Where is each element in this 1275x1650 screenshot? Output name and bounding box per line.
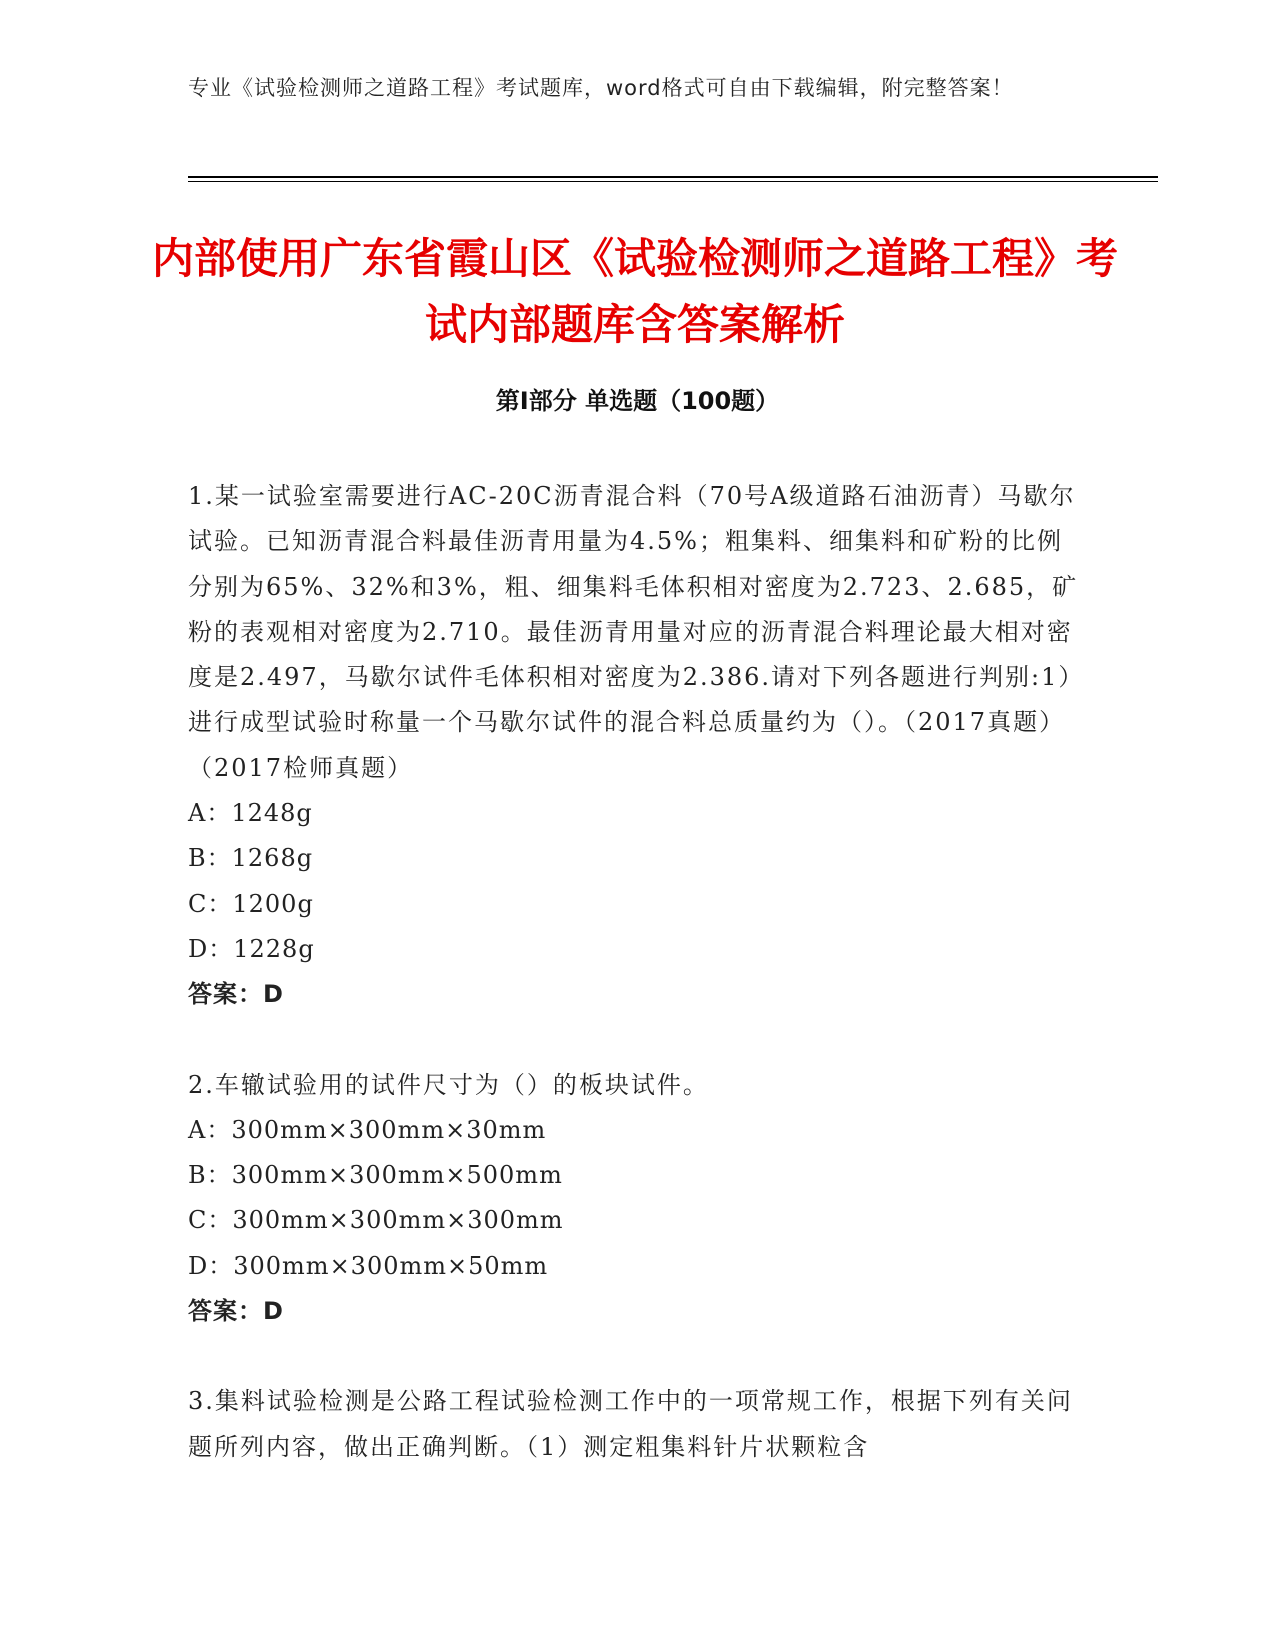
header-note: 专业《试验检测师之道路工程》考试题库，word格式可自由下载编辑，附完整答案！ (188, 76, 1014, 100)
answer-line: 答案：D (188, 1297, 284, 1326)
section-heading: 第Ⅰ部分 单选题（100题） (495, 387, 780, 415)
question-list (188, 474, 1088, 1470)
document-title: 内部使用广东省霞山区《试验检测师之道路工程》考试内部题库含答案解析 (151, 234, 1118, 349)
question-3 (188, 1379, 1088, 1470)
option-d: D：1228g (188, 934, 315, 963)
header-divider-thin (188, 181, 1158, 182)
question-spacer (188, 1334, 1088, 1379)
question-2 (188, 1063, 1088, 1335)
option-b: B：300mm×300mm×500mm (188, 1161, 563, 1190)
option-d: D：300mm×300mm×50mm (188, 1251, 549, 1280)
option-b: B：1268g (188, 844, 314, 873)
option-c: C：300mm×300mm×300mm (188, 1206, 564, 1235)
option-c: C：1200g (188, 889, 314, 918)
question-spacer (188, 1018, 1088, 1063)
option-a: A：1248g (188, 799, 313, 828)
question-1 (188, 474, 1088, 1018)
question-stem: 2.车辙试验用的试件尺寸为（）的板块试件。 (188, 1070, 709, 1099)
question-stem: 3.集料试验检测是公路工程试验检测工作中的一项常规工作，根据下列有关问题所列内容，做出正确判断。（1）测定粗集料针片状颗粒含 (188, 1387, 1073, 1461)
answer-line: 答案：D (188, 980, 284, 1009)
question-stem: 1.某一试验室需要进行AC-20C沥青混合料（70号A级道路石油沥青）马歇尔试验。已知沥青混合料最佳沥青用量为4.5%；粗集料、细集料和矿粉的比例分别为65%、32%和3%，粗、细集料毛体积相对密度为2.723、2.685，矿粉的表观相对密度为2.710。最佳沥青用量对应的沥青混合料理论最大相对密度是2.497，马歇尔试件毛体积相对密度为2.386.请对下列各题进行判别:1）进行成型试验时称量一个马歇尔试件的混合料总质量约为（）。（2017真题）（2017检师真题） (188, 482, 1085, 782)
option-a: A：300mm×300mm×30mm (188, 1115, 547, 1144)
header-divider-thick (188, 176, 1158, 178)
